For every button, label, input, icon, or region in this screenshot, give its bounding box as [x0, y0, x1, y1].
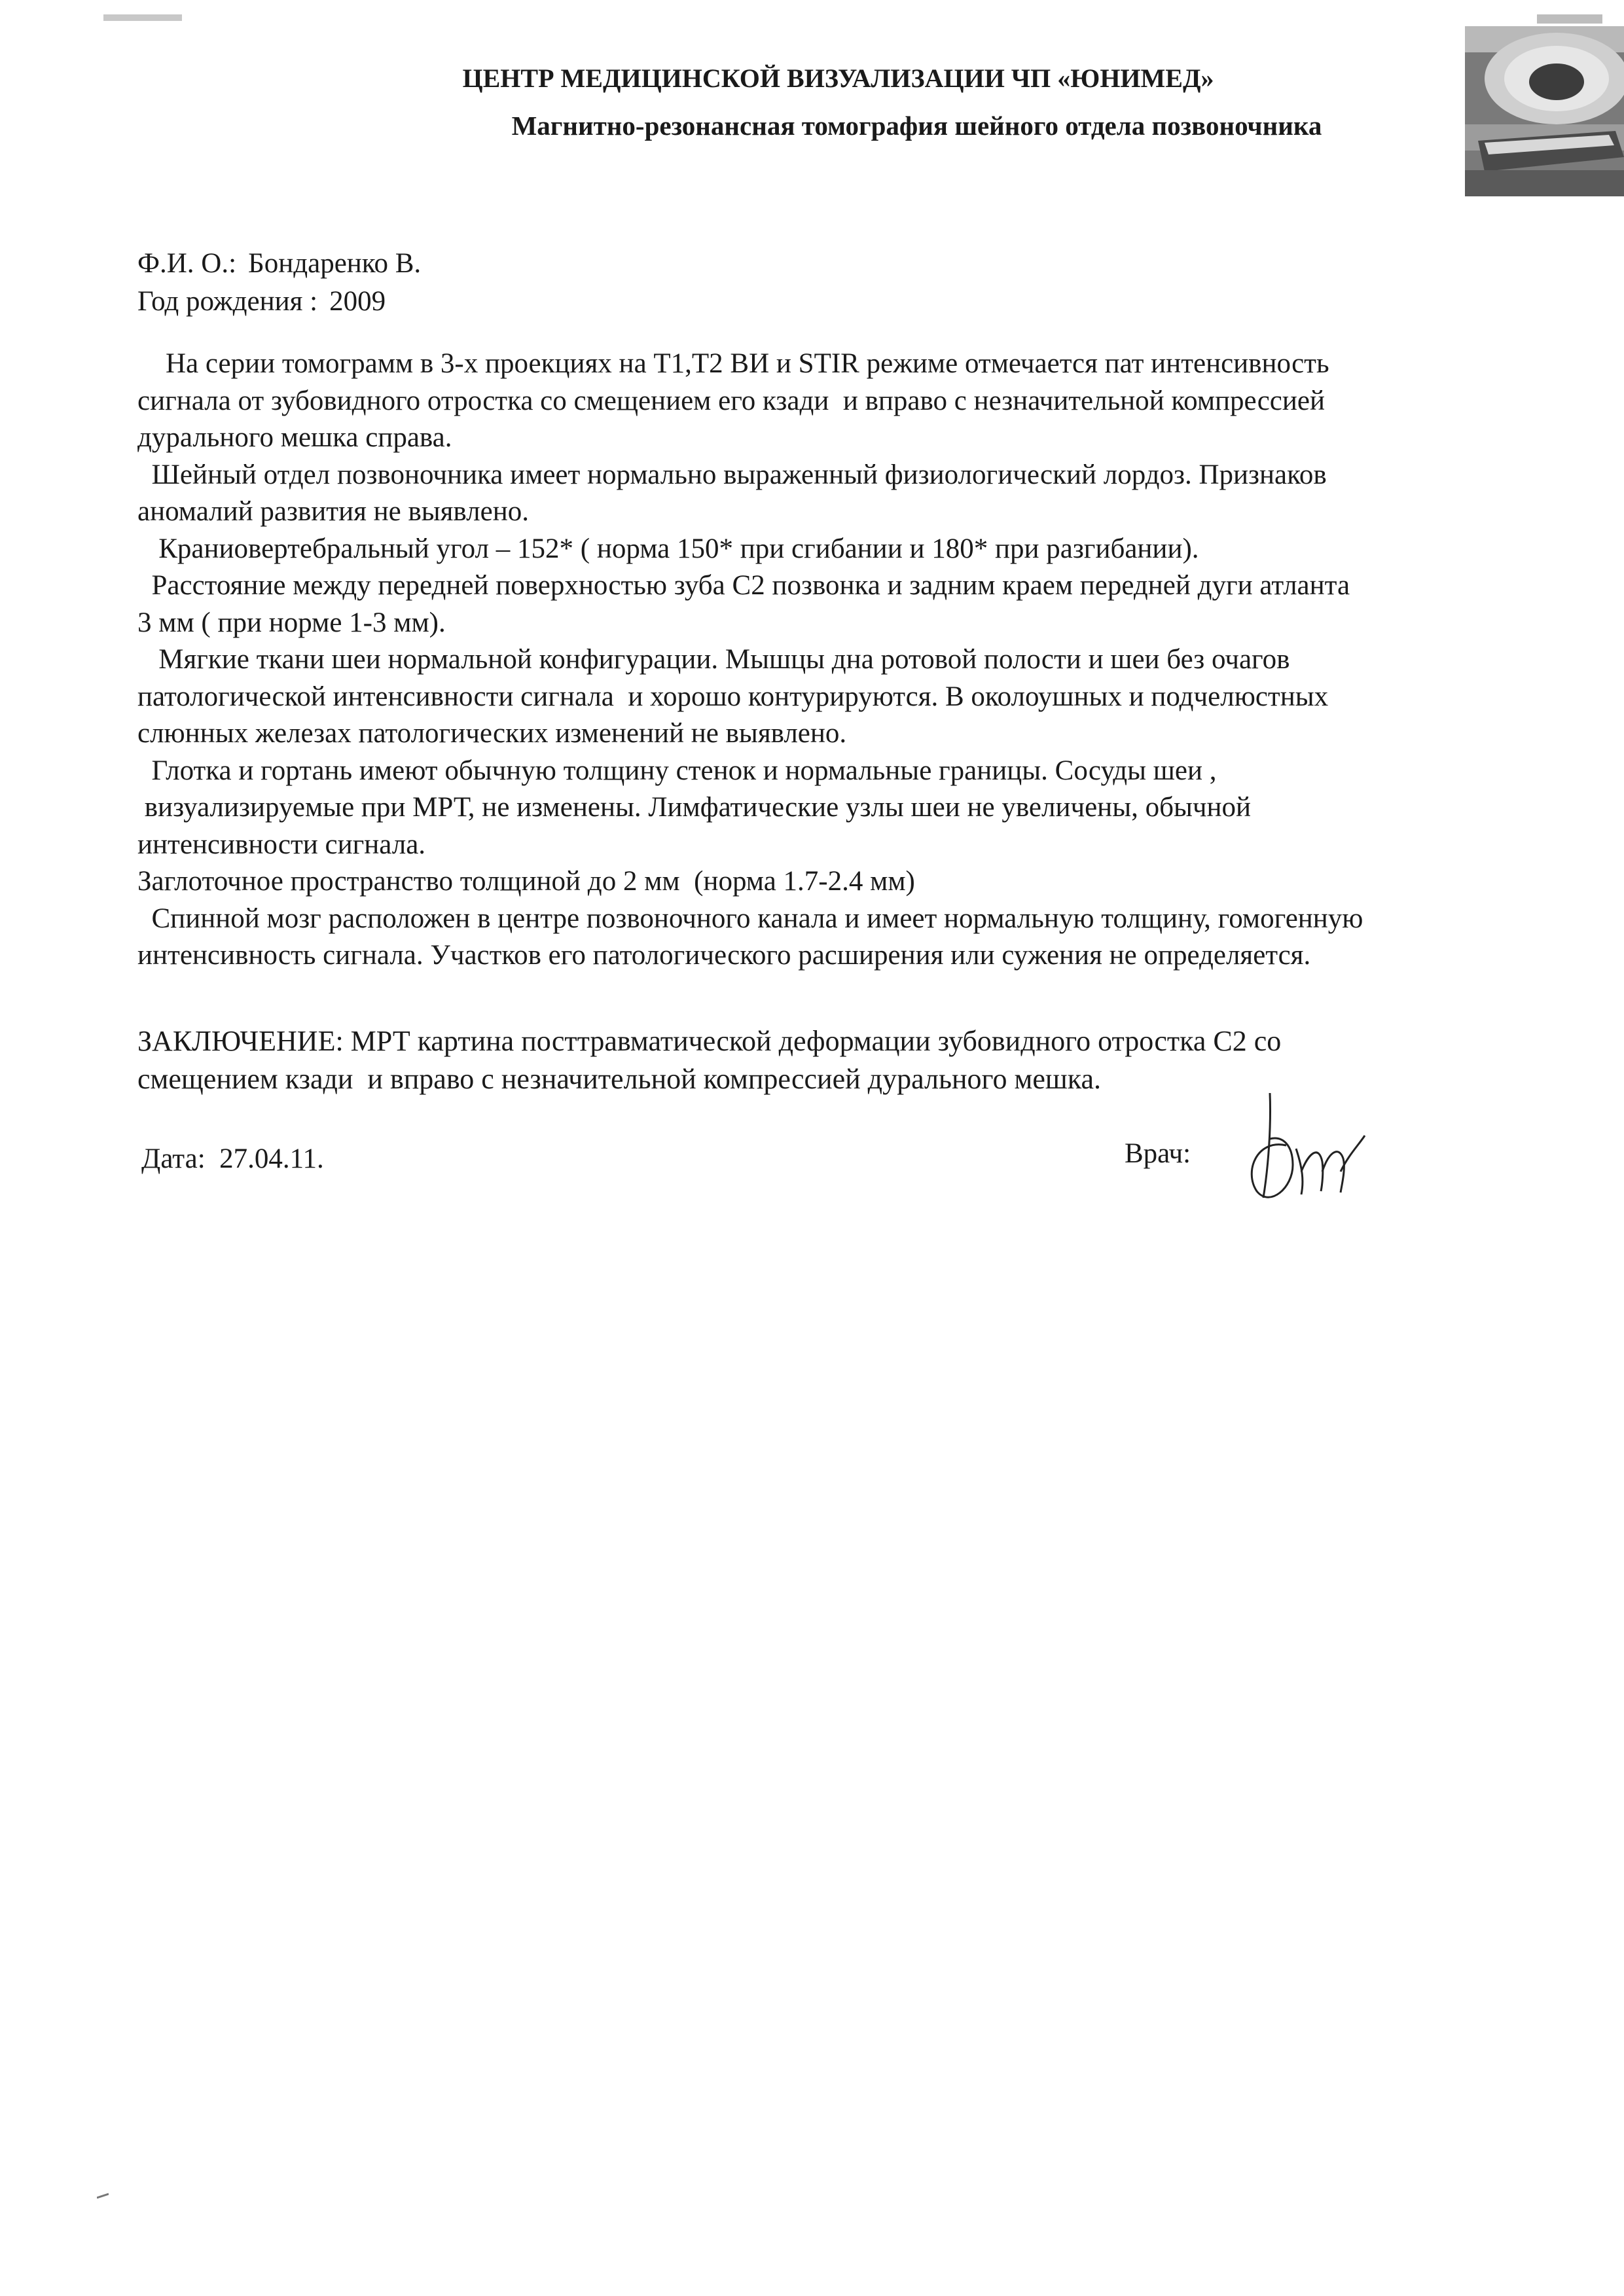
birth-year-value: 2009 — [329, 286, 386, 317]
findings-line: 3 мм ( при норме 1-3 мм). — [137, 607, 446, 638]
findings-line: Краниовертебральный угол – 152* ( норма 150* при сгибании и 180* при разгибании). — [137, 533, 1199, 564]
findings-line: слюнных железах патологических изменений не выявлено. — [137, 718, 847, 749]
findings-line: патологической интенсивности сигнала и хорошо контурируются. В околоушных и подчелюстных — [137, 681, 1329, 712]
patient-name-row — [137, 245, 421, 283]
findings-line: Спинной мозг расположен в центре позвоночного канала и имеет нормальную толщину, гомогенную — [137, 903, 1363, 934]
mri-scanner-image — [1458, 0, 1624, 196]
findings-line: Мягкие ткани шеи нормальной конфигурации. Мышцы дна ротовой полости и шеи без очагов — [137, 644, 1290, 675]
findings-line: дурального мешка справа. — [137, 422, 452, 453]
organization-name: ЦЕНТР МЕДИЦИНСКОЙ ВИЗУАЛИЗАЦИИ ЧП «ЮНИМЕД» — [462, 63, 1214, 93]
findings-line: Расстояние между передней поверхностью зуба С2 позвонка и задним краем передней дуги атланта — [137, 570, 1350, 601]
report-date — [141, 1143, 324, 1175]
date-value: 27.04.11. — [219, 1143, 324, 1174]
findings-text — [137, 346, 1578, 975]
birth-year-label: Год рождения : — [137, 286, 318, 317]
conclusion-line: смещением кзади и вправо с незначительной компрессией дурального мешка. — [137, 1063, 1102, 1095]
patient-info — [137, 245, 421, 321]
patient-name-label: Ф.И. О.: — [137, 248, 237, 279]
doctor-label: Врач: — [1125, 1138, 1191, 1169]
findings-line: сигнала от зубовидного отростка со смещением его кзади и вправо с незначительной компрессией — [137, 385, 1325, 416]
scan-speck — [97, 2193, 109, 2199]
findings-line: Глотка и гортань имеют обычную толщину стенок и нормальные границы. Сосуды шеи , — [137, 755, 1217, 786]
conclusion-line: ЗАКЛЮЧЕНИЕ: МРТ картина посттравматической деформации зубовидного отростка С2 со — [137, 1025, 1282, 1057]
findings-line: интенсивность сигнала. Участков его патологического расширения или сужения не определяется. — [137, 940, 1311, 971]
findings-line: аномалий развития не выявлено. — [137, 496, 529, 527]
findings-line: Шейный отдел позвоночника имеет нормально выраженный физиологический лордоз. Признаков — [137, 459, 1327, 490]
findings-line: интенсивности сигнала. — [137, 829, 426, 860]
findings-line: визуализируемые при МРТ, не изменены. Лимфатические узлы шеи не увеличены, обычной — [137, 792, 1251, 823]
findings-line: Заглоточное пространство толщиной до 2 мм (норма 1.7-2.4 мм) — [137, 866, 915, 897]
date-label: Дата: — [141, 1143, 206, 1174]
doctor-signature — [1231, 1073, 1375, 1217]
patient-name-value: Бондаренко В. — [248, 248, 422, 279]
study-title: Магнитно-резонансная томография шейного отдела позвоночника — [511, 111, 1322, 141]
patient-birth-row — [137, 283, 421, 321]
findings-line: На серии томограмм в 3-х проекциях на Т1,Т2 ВИ и STIR режиме отмечается пат интенсивность — [137, 348, 1329, 379]
scan-artifact — [103, 14, 182, 21]
